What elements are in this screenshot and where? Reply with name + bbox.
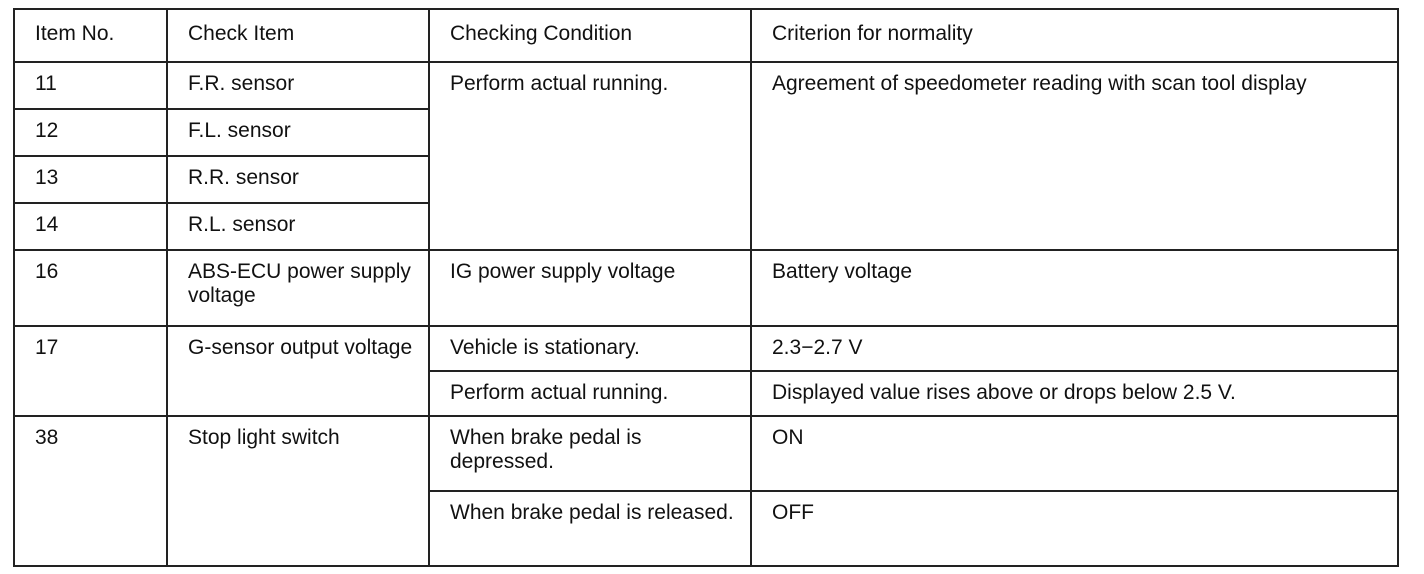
table-row: [14, 416, 1398, 491]
item-no-cell: 12: [14, 109, 167, 156]
item-no-cell: 13: [14, 156, 167, 203]
table-row: [14, 250, 1398, 326]
check-item-cell: R.R. sensor: [167, 156, 429, 203]
header-criterion: Criterion for normality: [751, 9, 1398, 62]
check-item-cell: ABS-ECU power supply voltage: [167, 250, 429, 326]
condition-cell: Perform actual running.: [429, 62, 751, 250]
header-row: [14, 9, 1398, 62]
item-no-cell: 16: [14, 250, 167, 326]
item-no-cell: 17: [14, 326, 167, 416]
item-no-cell: 14: [14, 203, 167, 250]
criterion-cell: 2.3−2.7 V: [751, 326, 1398, 371]
check-item-cell: G-sensor output voltage: [167, 326, 429, 416]
item-no-cell: 11: [14, 62, 167, 109]
criterion-cell: Agreement of speedometer reading with scan tool display: [751, 62, 1398, 250]
header-item-no: Item No.: [14, 9, 167, 62]
item-no-cell: 38: [14, 416, 167, 566]
condition-cell: Vehicle is stationary.: [429, 326, 751, 371]
check-item-cell: F.R. sensor: [167, 62, 429, 109]
check-items-table: [13, 8, 1399, 567]
criterion-cell: ON: [751, 416, 1398, 491]
criterion-cell: OFF: [751, 491, 1398, 566]
header-check-item: Check Item: [167, 9, 429, 62]
check-item-cell: F.L. sensor: [167, 109, 429, 156]
check-item-cell: Stop light switch: [167, 416, 429, 566]
table-row: [14, 62, 1398, 109]
header-checking-condition: Checking Condition: [429, 9, 751, 62]
table-row: [14, 326, 1398, 371]
condition-cell: When brake pedal is depressed.: [429, 416, 751, 491]
criterion-cell: Displayed value rises above or drops below 2.5 V.: [751, 371, 1398, 416]
condition-cell: When brake pedal is released.: [429, 491, 751, 566]
check-item-cell: R.L. sensor: [167, 203, 429, 250]
condition-cell: IG power supply voltage: [429, 250, 751, 326]
criterion-cell: Battery voltage: [751, 250, 1398, 326]
condition-cell: Perform actual running.: [429, 371, 751, 416]
